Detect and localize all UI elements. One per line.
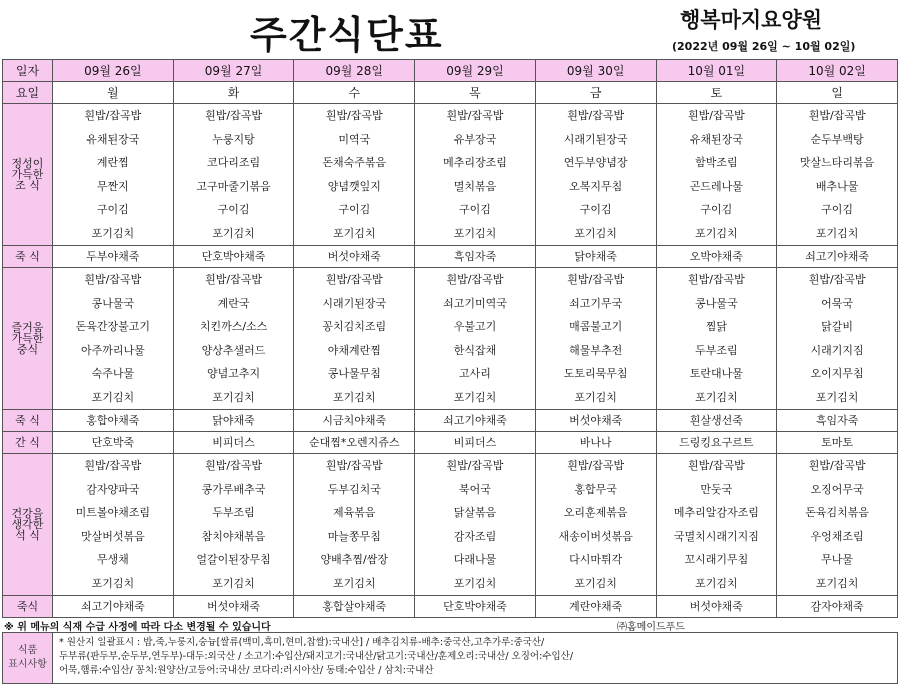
menu-item: 매콤불고기	[569, 320, 623, 334]
menu-item: 고사리	[459, 367, 491, 381]
porridge-cell: 버섯야채죽	[535, 410, 656, 432]
breakfast-porridge-row	[3, 246, 898, 268]
menu-item: 오이지무침	[810, 367, 864, 381]
weekday-cell: 일	[777, 82, 898, 104]
menu-item-list	[657, 268, 777, 409]
date-cell: 10월 01일	[656, 60, 777, 82]
menu-item: 도토리묵무침	[563, 367, 628, 381]
breakfast-day-cell	[656, 104, 777, 246]
menu-item: 콩나물국	[91, 296, 135, 310]
date-cell: 09월 28일	[294, 60, 415, 82]
menu-item: 포기김치	[815, 226, 859, 240]
lunch-label	[3, 268, 53, 410]
menu-item: 흰밥/잡곡밥	[567, 273, 625, 286]
snack-cell: 비피더스	[173, 432, 294, 454]
menu-item: 포기김치	[574, 576, 617, 590]
menu-item: 미역국	[338, 132, 371, 146]
dinner-label	[3, 454, 53, 596]
date-cell: 09월 29일	[415, 60, 536, 82]
menu-item: 어묵국	[821, 296, 854, 310]
menu-item: 포기김치	[453, 226, 497, 240]
breakfast-day-cell	[415, 104, 536, 246]
lunch-day-cell	[535, 268, 656, 410]
menu-item: 코다리조림	[206, 156, 261, 170]
menu-item: 오징어무국	[810, 482, 864, 496]
menu-item: 꼬시래기무침	[684, 553, 749, 567]
menu-item: 닭살볶음	[453, 506, 497, 520]
snack-row	[3, 432, 898, 454]
lunch-day-cell	[656, 268, 777, 410]
menu-item-list	[415, 268, 535, 409]
provider-name: ㈜홈메이드푸드	[617, 622, 685, 633]
menu-item-list	[777, 268, 897, 409]
weekday-cell: 금	[535, 82, 656, 104]
menu-item: 흰밥/잡곡밥	[808, 273, 866, 286]
date-cell: 09월 26일	[53, 60, 174, 82]
menu-item: 곤드레나물	[689, 179, 743, 193]
menu-item: 포기김치	[815, 576, 859, 590]
dinner-day-cell	[415, 454, 536, 596]
snack-cell: 드링킹요구르트	[656, 432, 777, 454]
lunch-day-cell	[777, 268, 898, 410]
menu-item: 양념깻잎지	[327, 179, 381, 193]
menu-item: 마늘쫑무침	[327, 529, 381, 543]
menu-item: 포기김치	[695, 390, 738, 404]
menu-item: 포기김치	[212, 226, 255, 240]
menu-item: 포기김치	[212, 576, 255, 590]
breakfast-day-cell	[535, 104, 656, 246]
menu-period: (2022년 09월 26일 ~ 10월 02일)	[672, 40, 856, 53]
dinner-day-cell	[53, 454, 174, 596]
origin-line: 어묵,햄류:수입산/ 꽁치:원양산/고등어:국내산/ 코다리:러시아산/ 동태:수입산 / 삼치:국내산	[59, 665, 434, 676]
meal-label-line: 즐거움	[11, 321, 44, 334]
snack-cell: 비피더스	[415, 432, 536, 454]
menu-item: 흰밥/잡곡밥	[808, 459, 866, 472]
menu-item: 계란찜	[96, 156, 129, 170]
menu-item: 무짠지	[96, 179, 129, 193]
menu-item: 숙주나물	[91, 367, 135, 381]
menu-item: 포기김치	[574, 390, 617, 404]
origin-info-label	[3, 633, 53, 683]
menu-item: 콩가루배추국	[201, 482, 266, 496]
menu-item-list	[536, 268, 656, 409]
menu-item: 흰밥/잡곡밥	[325, 273, 383, 286]
porridge-cell: 흑임자죽	[415, 246, 536, 268]
snack-cell: 순대찜*오렌지쥬스	[294, 432, 415, 454]
weekday-cell: 목	[415, 82, 536, 104]
porridge-cell: 감자야채죽	[777, 596, 898, 618]
porridge-cell: 버섯야채죽	[294, 246, 415, 268]
menu-item: 제육볶음	[333, 506, 376, 520]
dinner-day-cell	[173, 454, 294, 596]
facility-name: 행복마지요양원	[680, 8, 823, 32]
lunch-day-cell	[53, 268, 174, 410]
menu-item: 흰밥/잡곡밥	[808, 109, 866, 122]
breakfast-row	[3, 104, 898, 246]
dinner-day-cell	[656, 454, 777, 596]
menu-item: 흰밥/잡곡밥	[205, 459, 262, 472]
porridge-cell: 단호박야채죽	[173, 246, 294, 268]
origin-label-line: 식품	[17, 645, 38, 656]
menu-item: 구이김	[579, 203, 612, 217]
header	[0, 0, 900, 60]
porridge-cell: 두부야채죽	[53, 246, 174, 268]
menu-item: 배추나물	[815, 179, 859, 193]
menu-item: 누룽지탕	[212, 132, 255, 146]
meal-label-line: 가득한	[11, 332, 44, 345]
lunch-day-cell	[173, 268, 294, 410]
menu-item: 흰밥/잡곡밥	[446, 273, 504, 286]
menu-item: 두부김치국	[327, 482, 381, 496]
menu-item: 구이김	[459, 203, 491, 217]
menu-item: 포기김치	[574, 226, 617, 240]
porridge-cell: 버섯야채죽	[173, 596, 294, 618]
menu-item-list	[174, 104, 294, 245]
menu-item: 시래기된장국	[322, 296, 387, 310]
menu-item: 시래기지짐	[810, 343, 864, 357]
porridge-cell: 닭야채죽	[173, 410, 294, 432]
menu-item-list	[657, 454, 777, 595]
menu-item: 포기김치	[91, 390, 135, 404]
menu-item: 구이김	[96, 203, 129, 217]
menu-item-list	[777, 104, 897, 245]
date-cell: 09월 30일	[535, 60, 656, 82]
lunch-porridge-label: 죽 식	[3, 410, 53, 432]
origin-line: 두부류(판두부,순두부,연두부)-대두:외국산 / 소고기:수입산/돼지고기:국내산/닭고기:국내산/훈제오리:국내산/ 오징어:수입산/	[59, 651, 574, 662]
snack-cell: 바나나	[535, 432, 656, 454]
menu-item: 치킨까스/소스	[199, 320, 268, 334]
menu-item: 얼갈이된장무침	[196, 553, 271, 567]
menu-item: 무나물	[821, 553, 854, 567]
menu-item-list	[294, 104, 414, 245]
menu-item: 오복지무침	[569, 179, 623, 193]
breakfast-day-cell	[777, 104, 898, 246]
menu-item-list	[415, 454, 535, 595]
menu-item: 돈채숙주볶음	[322, 156, 387, 170]
menu-item: 포기김치	[695, 226, 738, 240]
weekday-cell: 수	[294, 82, 415, 104]
menu-item: 메추리알감자조림	[673, 506, 759, 520]
menu-item: 포기김치	[815, 390, 859, 404]
menu-item: 양배추찜/쌈장	[320, 553, 388, 567]
menu-item: 멸치볶음	[453, 179, 497, 193]
menu-item: 포기김치	[212, 390, 255, 404]
menu-item: 포기김치	[333, 226, 376, 240]
menu-item: 미트볼야채조림	[75, 506, 151, 520]
menu-item-list	[294, 454, 414, 595]
menu-item-list	[536, 454, 656, 595]
menu-item-list	[174, 454, 294, 595]
menu-item: 맛살느타리볶음	[799, 156, 875, 170]
dinner-day-cell	[777, 454, 898, 596]
menu-item: 흰밥/잡곡밥	[446, 109, 504, 122]
origin-info-box	[2, 632, 898, 684]
menu-item-list	[53, 268, 173, 409]
menu-item-list	[53, 104, 173, 245]
menu-item: 흰밥/잡곡밥	[84, 459, 142, 472]
snack-label: 간 식	[3, 432, 53, 454]
menu-item: 구이김	[217, 203, 250, 217]
porridge-cell: 시금치야채죽	[294, 410, 415, 432]
menu-item: 한식잡채	[453, 343, 497, 357]
meal-label-line: 정성이	[11, 157, 44, 170]
porridge-cell: 쇠고기야채죽	[777, 246, 898, 268]
menu-item: 무생채	[96, 553, 129, 567]
menu-item: 양상추샐러드	[201, 343, 266, 357]
menu-item: 야채계란찜	[327, 343, 381, 357]
meal-label-line: 생각한	[11, 518, 44, 531]
menu-item: 시래기된장국	[563, 132, 628, 146]
menu-item: 순두부백탕	[810, 132, 864, 146]
menu-item: 두부조림	[695, 343, 738, 357]
menu-item: 흰밥/잡곡밥	[205, 273, 262, 286]
menu-item: 흰밥/잡곡밥	[567, 109, 625, 122]
menu-item: 유부장국	[453, 132, 497, 146]
lunch-porridge-row	[3, 410, 898, 432]
menu-item: 우엉채조림	[810, 529, 864, 543]
meal-label-line: 가득한	[11, 168, 44, 181]
menu-item: 흰밥/잡곡밥	[84, 273, 142, 286]
menu-item: 닭갈비	[821, 320, 854, 334]
porridge-cell: 홍합살야채죽	[294, 596, 415, 618]
porridge-cell: 단호박야채죽	[415, 596, 536, 618]
menu-item-list	[657, 104, 777, 245]
dinner-porridge-label: 죽식	[3, 596, 53, 618]
menu-item: 쇠고기미역국	[443, 296, 507, 310]
menu-item-list	[415, 104, 535, 245]
menu-item: 홍합무국	[574, 482, 617, 496]
date-row	[3, 60, 898, 82]
menu-item: 포기김치	[333, 576, 376, 590]
day-row	[3, 82, 898, 104]
porridge-cell: 계란야채죽	[535, 596, 656, 618]
menu-item: 새송이버섯볶음	[558, 529, 633, 543]
meal-label-line: 석 식	[15, 529, 40, 542]
lunch-day-cell	[415, 268, 536, 410]
menu-item: 흰밥/잡곡밥	[84, 109, 142, 122]
breakfast-porridge-label: 죽 식	[3, 246, 53, 268]
menu-item: 맛살버섯볶음	[80, 529, 145, 543]
porridge-cell: 흑임자죽	[777, 410, 898, 432]
menu-item: 콩나물무침	[327, 367, 381, 381]
breakfast-day-cell	[53, 104, 174, 246]
menu-item: 포기김치	[453, 576, 497, 590]
dinner-day-cell	[294, 454, 415, 596]
menu-item: 감자양파국	[86, 482, 140, 496]
menu-item: 찜닭	[705, 320, 727, 334]
menu-item: 계란국	[217, 296, 250, 310]
weekly-menu-table	[2, 59, 898, 618]
lunch-row	[3, 268, 898, 410]
meal-label-line: 조 식	[15, 179, 40, 192]
menu-item: 흰밥/잡곡밥	[567, 459, 625, 472]
weekday-cell: 토	[656, 82, 777, 104]
snack-cell: 토마토	[777, 432, 898, 454]
menu-item: 두부조림	[212, 506, 255, 520]
menu-item: 다시마튀각	[569, 553, 623, 567]
menu-item-list	[294, 268, 414, 409]
menu-item: 꽁치김치조림	[322, 320, 387, 334]
meal-label-line: 중식	[16, 343, 39, 356]
porridge-cell: 홍합야채죽	[53, 410, 174, 432]
porridge-cell: 쇠고기야채죽	[415, 410, 536, 432]
menu-item: 해물부추전	[569, 343, 623, 357]
meal-label-line: 건강을	[11, 507, 44, 520]
dinner-day-cell	[535, 454, 656, 596]
change-notice: ※ 위 메뉴의 식재 수급 사정에 따라 다소 변경될 수 있습니다	[4, 622, 271, 633]
menu-item: 연두부양념장	[563, 156, 628, 170]
menu-item: 감자조림	[453, 529, 497, 543]
weekday-cell: 월	[53, 82, 174, 104]
menu-item: 국멸치시래기지짐	[673, 529, 759, 543]
menu-item: 양념고추지	[206, 367, 261, 381]
menu-item-list	[53, 454, 173, 595]
menu-item: 참치야채볶음	[201, 529, 266, 543]
porridge-cell: 버섯야채죽	[656, 596, 777, 618]
menu-item: 흰밥/잡곡밥	[325, 459, 383, 472]
dinner-row	[3, 454, 898, 596]
menu-item: 구이김	[821, 203, 854, 217]
snack-cell: 단호박죽	[53, 432, 174, 454]
menu-item: 우불고기	[453, 320, 497, 334]
menu-item: 돈육김치볶음	[805, 506, 869, 520]
menu-item: 북어국	[459, 482, 491, 496]
origin-line: * 원산지 일괄표시 : 밥,죽,누룽지,숭늉[쌀류(백미,흑미,현미,찹쌀):국내산] / 배추김치류-배추:중국산,고추가루:중국산/	[59, 637, 545, 648]
menu-item: 콩나물국	[695, 296, 738, 310]
page-title: 주간식단표	[250, 13, 444, 57]
menu-item: 흰밥/잡곡밥	[325, 109, 383, 122]
origin-label-line: 표시사항	[8, 659, 47, 670]
date-cell: 09월 27일	[173, 60, 294, 82]
date-cell: 10월 02일	[777, 60, 898, 82]
menu-item: 다래나물	[453, 553, 497, 567]
menu-item-list	[536, 104, 656, 245]
breakfast-day-cell	[173, 104, 294, 246]
porridge-cell: 쇠고기야채죽	[53, 596, 174, 618]
menu-item: 고구마줄기볶음	[196, 179, 271, 193]
breakfast-day-cell	[294, 104, 415, 246]
day-label: 요일	[3, 82, 53, 104]
menu-item: 함박조림	[695, 156, 738, 170]
menu-item: 쇠고기무국	[569, 296, 623, 310]
menu-item: 유채된장국	[86, 132, 140, 146]
menu-item: 포기김치	[333, 390, 376, 404]
lunch-day-cell	[294, 268, 415, 410]
menu-item: 유채된장국	[689, 132, 743, 146]
porridge-cell: 흰살생선죽	[656, 410, 777, 432]
menu-item: 포기김치	[91, 576, 135, 590]
origin-info-text	[53, 633, 897, 683]
menu-item: 흰밥/잡곡밥	[687, 109, 745, 122]
menu-item: 토란대나물	[689, 367, 743, 381]
menu-item: 흰밥/잡곡밥	[205, 109, 262, 122]
menu-item: 구이김	[700, 203, 733, 217]
menu-item-list	[174, 268, 294, 409]
menu-item: 포기김치	[453, 390, 497, 404]
porridge-cell: 닭야채죽	[535, 246, 656, 268]
menu-item: 메추리장조림	[443, 156, 507, 170]
menu-item: 흰밥/잡곡밥	[687, 273, 745, 286]
menu-item: 돈육간장불고기	[75, 320, 151, 334]
menu-item: 구이김	[338, 203, 371, 217]
menu-item-list	[777, 454, 897, 595]
menu-item: 아주까리나물	[80, 343, 145, 357]
menu-item: 오리훈제볶음	[563, 506, 628, 520]
menu-item: 흰밥/잡곡밥	[446, 459, 504, 472]
menu-item: 흰밥/잡곡밥	[687, 459, 745, 472]
menu-item: 만둣국	[700, 482, 733, 496]
porridge-cell: 오박야채죽	[656, 246, 777, 268]
date-label: 일자	[3, 60, 53, 82]
breakfast-label	[3, 104, 53, 246]
weekday-cell: 화	[173, 82, 294, 104]
dinner-porridge-row	[3, 596, 898, 618]
menu-item: 포기김치	[91, 226, 135, 240]
menu-item: 포기김치	[695, 576, 738, 590]
